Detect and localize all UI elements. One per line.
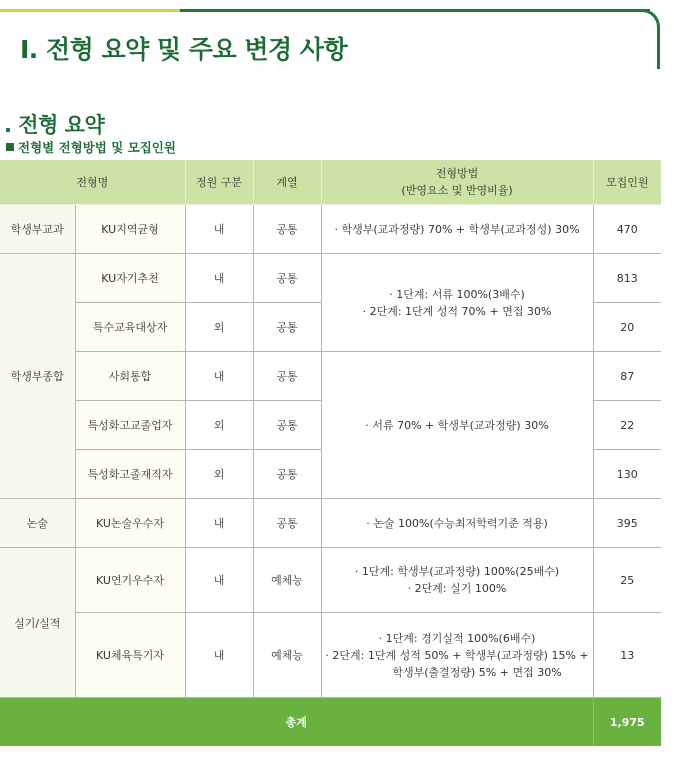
header-method [321, 160, 593, 205]
subsection-label: 전형별 전형방법 및 모집인원 [18, 140, 176, 155]
quota-cell: 외 [185, 450, 253, 499]
method-line: · 1단계: 학생부(교과정량) 100%(25배수) [354, 565, 560, 578]
header-track: 계열 [253, 160, 321, 205]
track-cell: 공통 [253, 303, 321, 352]
subsection-title [6, 138, 176, 156]
method-cell: · 학생부(교과정량) 70% + 학생부(교과정성) 30% [321, 205, 593, 254]
table-row [0, 613, 661, 698]
method-line: · 2단계: 1단계 성적 70% + 면접 30% [362, 304, 552, 318]
count-cell: 87 [593, 352, 661, 401]
track-cell: 공통 [253, 499, 321, 548]
page-title: I. 전형 요약 및 주요 변경 사항 [20, 35, 348, 64]
total-label: 총계 [0, 698, 593, 747]
admission-name: 특수교육대상자 [75, 303, 185, 352]
admission-name: KU자기추천 [75, 254, 185, 303]
table-row [0, 254, 661, 303]
header-method-subtitle: (반영요소 및 반영비율) [401, 184, 513, 197]
header-name: 전형명 [0, 160, 185, 205]
square-bullet-icon [6, 143, 14, 151]
table-row [0, 499, 661, 548]
quota-cell: 내 [185, 613, 253, 698]
quota-cell: 내 [185, 548, 253, 613]
admission-name: KU연기우수자 [75, 548, 185, 613]
count-cell: 13 [593, 613, 661, 698]
quota-cell: 외 [185, 303, 253, 352]
admission-summary-table [0, 160, 661, 746]
total-row [0, 698, 661, 747]
table-row [0, 352, 661, 401]
method-cell [321, 254, 593, 352]
count-cell: 470 [593, 205, 661, 254]
table-header-row [0, 160, 661, 205]
count-cell: 130 [593, 450, 661, 499]
quota-cell: 내 [185, 254, 253, 303]
header-accent-line [0, 9, 180, 12]
quota-cell: 내 [185, 205, 253, 254]
method-cell: · 서류 70% + 학생부(교과정량) 30% [321, 352, 593, 499]
count-cell: 20 [593, 303, 661, 352]
section-title: . 전형 요약 [4, 113, 105, 137]
method-line: · 2단계: 실기 100% [407, 582, 507, 595]
admission-name: 특성화고교졸업자 [75, 401, 185, 450]
total-value: 1,975 [593, 698, 661, 747]
category-cell: 학생부교과 [0, 205, 75, 254]
method-cell [321, 548, 593, 613]
category-cell: 논술 [0, 499, 75, 548]
admission-name: KU논술우수자 [75, 499, 185, 548]
track-cell: 공통 [253, 205, 321, 254]
quota-cell: 내 [185, 499, 253, 548]
admission-name: 특성화고졸재직자 [75, 450, 185, 499]
method-line: · 1단계: 서류 100%(3배수) [389, 287, 525, 301]
admission-name: KU체육특기자 [75, 613, 185, 698]
method-line: · 1단계: 경기실적 100%(6배수) [378, 631, 536, 645]
track-cell: 공통 [253, 401, 321, 450]
category-cell: 실기/실적 [0, 548, 75, 698]
track-cell: 예체능 [253, 548, 321, 613]
track-cell: 공통 [253, 352, 321, 401]
header-count: 모집인원 [593, 160, 661, 205]
admission-name: KU지역균형 [75, 205, 185, 254]
track-cell: 예체능 [253, 613, 321, 698]
category-cell: 학생부종합 [0, 254, 75, 499]
count-cell: 395 [593, 499, 661, 548]
header-quota: 정원 구분 [185, 160, 253, 205]
quota-cell: 외 [185, 401, 253, 450]
table-row [0, 548, 661, 613]
method-cell [321, 613, 593, 698]
admission-name: 사회통합 [75, 352, 185, 401]
track-cell: 공통 [253, 450, 321, 499]
count-cell: 25 [593, 548, 661, 613]
quota-cell: 내 [185, 352, 253, 401]
header-corner [620, 9, 660, 69]
track-cell: 공통 [253, 254, 321, 303]
count-cell: 813 [593, 254, 661, 303]
count-cell: 22 [593, 401, 661, 450]
method-line: 학생부(출결정량) 5% + 면접 30% [392, 665, 562, 679]
header-rule [180, 9, 650, 12]
method-line: · 2단계: 1단계 성적 50% + 학생부(교과정량) 15% + [325, 648, 589, 662]
header-method-title: 전형방법 [435, 167, 479, 180]
table-row [0, 205, 661, 254]
method-cell: · 논술 100%(수능최저학력기준 적용) [321, 499, 593, 548]
